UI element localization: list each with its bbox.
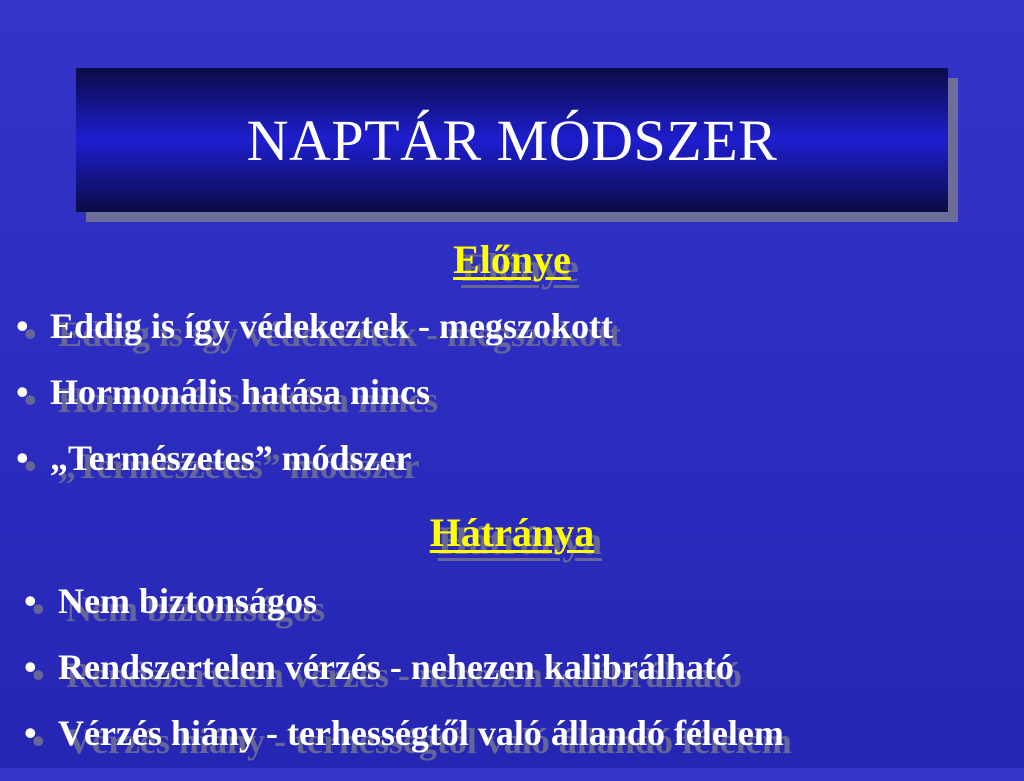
bullet-icon: • — [16, 438, 29, 478]
list-item — [24, 715, 784, 781]
list-item — [24, 649, 784, 715]
list-item — [16, 374, 613, 440]
bullet-icon: • — [24, 581, 37, 621]
list-item-text: „Természetes” módszer — [50, 438, 412, 478]
list-item-text: Nem biztonságos — [58, 581, 317, 621]
bullet-icon: • — [16, 306, 29, 346]
list-item-text: Vérzés hiány - terhességtől való állandó félelem — [58, 713, 784, 753]
title-box — [76, 68, 948, 212]
list-item-text: Rendszertelen vérzés - nehezen kalibrálható — [58, 647, 734, 687]
disadvantages-list — [24, 583, 784, 781]
advantages-heading: Előnye — [453, 237, 571, 282]
disadvantages-heading: Hátránya — [429, 510, 595, 555]
list-item-text: Eddig is így védekeztek - megszokott — [50, 306, 613, 346]
bullet-icon: • — [16, 372, 29, 412]
bullet-icon: • — [24, 647, 37, 687]
list-item-text: Hormonális hatása nincs — [50, 372, 431, 412]
advantages-list — [16, 308, 613, 506]
slide-title: NAPTÁR MÓDSZER — [246, 107, 778, 173]
bullet-icon: • — [24, 713, 37, 753]
list-item — [16, 440, 613, 506]
list-item — [16, 308, 613, 374]
list-item — [24, 583, 784, 649]
